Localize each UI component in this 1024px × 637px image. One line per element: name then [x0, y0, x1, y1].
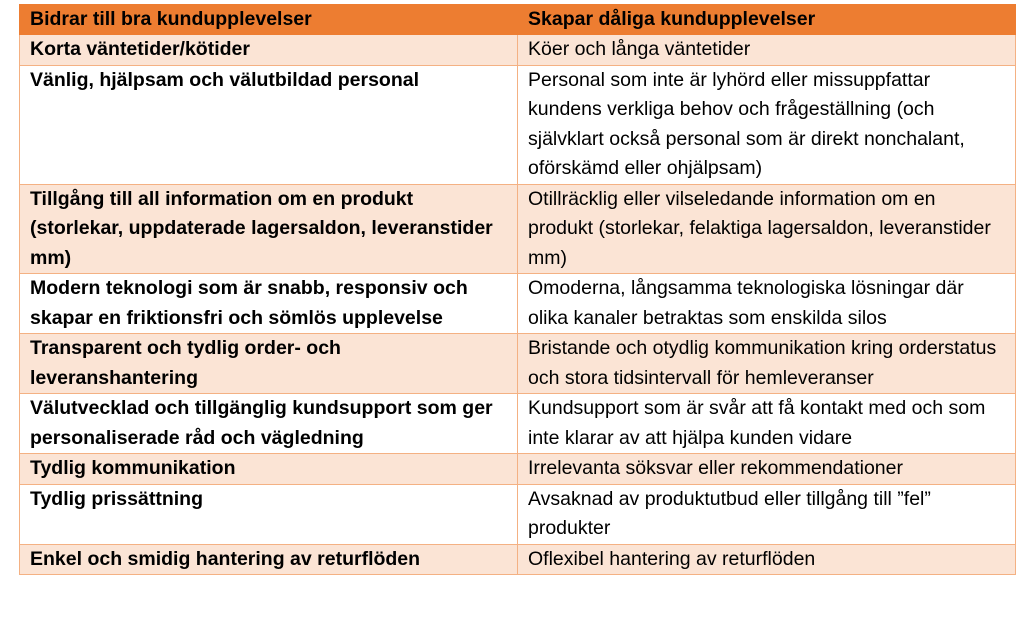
table-row [20, 184, 1016, 274]
good-experience-cell: Tillgång till all information om en produkt (storlekar, uppdaterade lagersaldon, leveranstider mm) [20, 184, 518, 274]
table-row [20, 334, 1016, 394]
bad-experience-cell: Irrelevanta söksvar eller rekommendationer [518, 454, 1016, 485]
bad-experience-cell: Köer och långa väntetider [518, 35, 1016, 66]
good-experience-cell: Transparent och tydlig order- och leveranshantering [20, 334, 518, 394]
table-header-row [20, 5, 1016, 35]
good-experience-cell: Korta väntetider/kötider [20, 35, 518, 66]
table-row [20, 394, 1016, 454]
good-experience-cell: Enkel och smidig hantering av returflöden [20, 544, 518, 575]
bad-experience-cell: Otillräcklig eller vilseledande information om en produkt (storlekar, felaktiga lagersaldon, leveranstider mm) [518, 184, 1016, 274]
table-row [20, 274, 1016, 334]
good-experience-cell: Tydlig kommunikation [20, 454, 518, 485]
table-row [20, 35, 1016, 66]
bad-experience-cell: Avsaknad av produktutbud eller tillgång till ”fel” produkter [518, 484, 1016, 544]
bad-experience-cell: Oflexibel hantering av returflöden [518, 544, 1016, 575]
table-row [20, 544, 1016, 575]
table-row [20, 454, 1016, 485]
bad-experience-cell: Personal som inte är lyhörd eller missuppfattar kundens verkliga behov och frågeställning (och självklart också personal som är direkt nonchalant, oförskämd eller ohjälpsam) [518, 65, 1016, 184]
bad-experience-cell: Kundsupport som är svår att få kontakt med och som inte klarar av att hjälpa kunden vidare [518, 394, 1016, 454]
bad-experience-cell: Omoderna, långsamma teknologiska lösningar där olika kanaler betraktas som enskilda silos [518, 274, 1016, 334]
table-row [20, 484, 1016, 544]
good-experience-cell: Tydlig prissättning [20, 484, 518, 544]
table-row [20, 65, 1016, 184]
header-bad-experiences: Skapar dåliga kundupplevelser [518, 5, 1016, 35]
comparison-table-container [19, 4, 1015, 575]
customer-experience-table [19, 4, 1016, 575]
good-experience-cell: Vänlig, hjälpsam och välutbildad personal [20, 65, 518, 184]
good-experience-cell: Välutvecklad och tillgänglig kundsupport som ger personaliserade råd och vägledning [20, 394, 518, 454]
good-experience-cell: Modern teknologi som är snabb, responsiv och skapar en friktionsfri och sömlös upplevelse [20, 274, 518, 334]
bad-experience-cell: Bristande och otydlig kommunikation kring orderstatus och stora tidsintervall för hemleveranser [518, 334, 1016, 394]
header-good-experiences: Bidrar till bra kundupplevelser [20, 5, 518, 35]
